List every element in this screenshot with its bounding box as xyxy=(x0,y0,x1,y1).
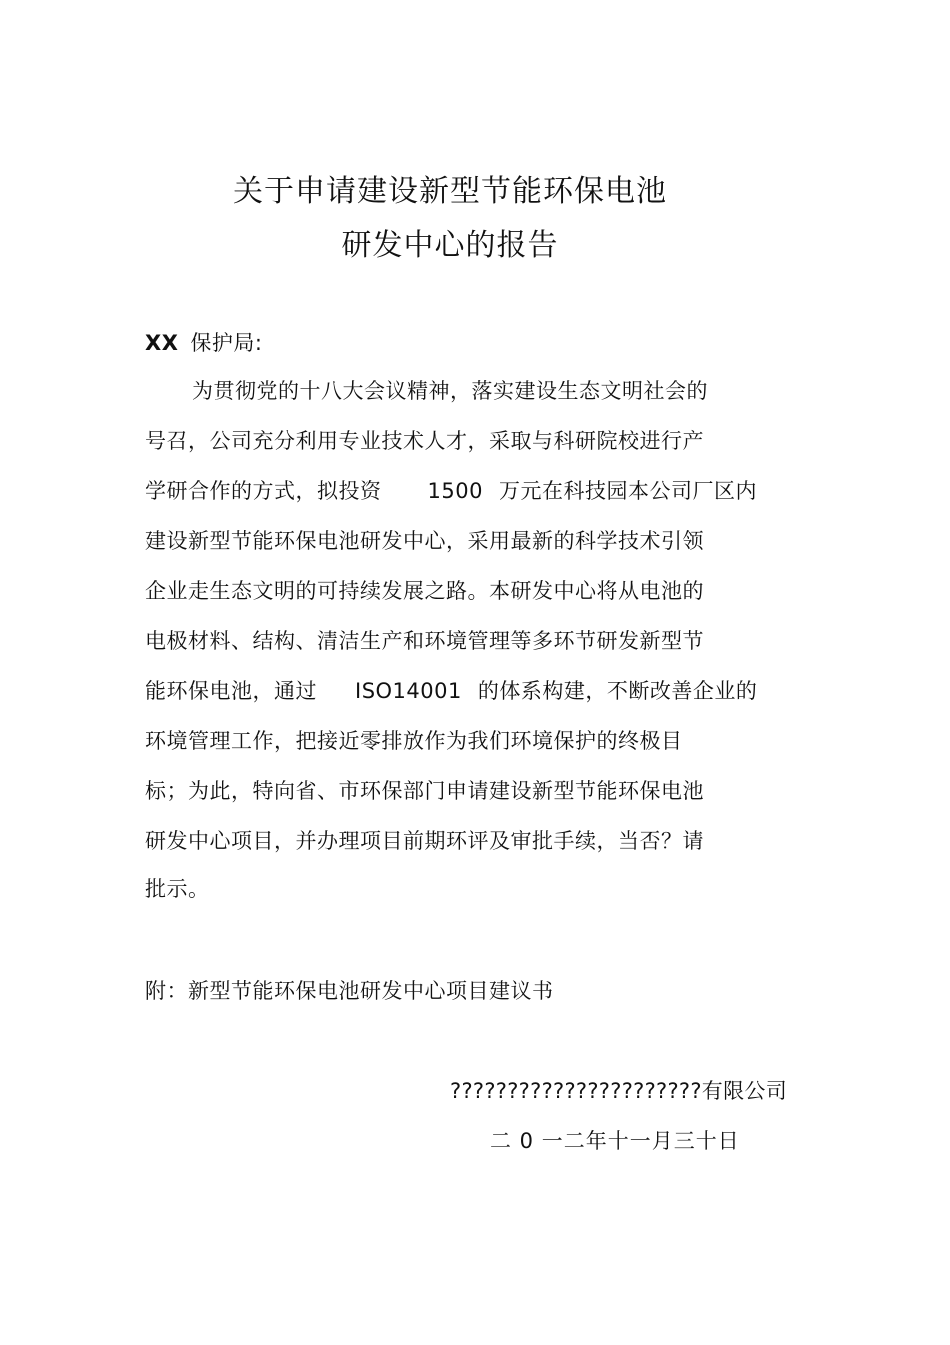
investment-amount: 1500 xyxy=(427,479,483,503)
salutation-prefix: XX xyxy=(145,331,179,355)
paragraph-line: 环境管理工作，把接近零排放作为我们环境保护的终极目 xyxy=(145,729,683,753)
attachment-note: 附：新型节能环保电池研发中心项目建议书 xyxy=(145,979,554,1003)
paragraph-text: 万元在科技园本公司厂区内 xyxy=(498,479,757,503)
paragraph-line: 建设新型节能环保电池研发中心，采用最新的科学技术引领 xyxy=(145,529,704,553)
paragraph-line: 企业走生态文明的可持续发展之路。本研发中心将从电池的 xyxy=(145,579,704,603)
document-date: 二 0 一二年十一月三十日 xyxy=(490,1129,740,1153)
paragraph-line: 为贯彻党的十八大会议精神，落实建设生态文明社会的 xyxy=(192,379,708,403)
paragraph-text: 的体系构建，不断改善企业的 xyxy=(477,679,758,703)
paragraph-line: 研发中心项目，并办理项目前期环评及审批手续，当否？请 xyxy=(145,829,704,853)
paragraph-line: 电极材料、结构、清洁生产和环境管理等多环节研发新型节 xyxy=(145,629,704,653)
paragraph-line: 号召，公司充分利用专业技术人才，采取与科研院校进行产 xyxy=(145,429,704,453)
paragraph-text: 学研合作的方式，拟投资 xyxy=(145,479,382,503)
document-title-line-2: 研发中心的报告 xyxy=(341,228,559,263)
paragraph-line: 标；为此，特向省、市环保部门申请建设新型节能环保电池 xyxy=(145,779,704,803)
paragraph-text: 能环保电池，通过 xyxy=(145,679,317,703)
company-signature: ??????????????????????有限公司 xyxy=(450,1079,788,1103)
iso-standard: ISO14001 xyxy=(355,679,462,703)
paragraph-line xyxy=(145,476,757,506)
document-title-line-1: 关于申请建设新型节能环保电池 xyxy=(233,174,667,209)
paragraph-line xyxy=(145,676,757,706)
salutation xyxy=(145,328,262,358)
paragraph-line: 批示。 xyxy=(145,877,210,901)
salutation-suffix: 保护局: xyxy=(190,331,263,355)
